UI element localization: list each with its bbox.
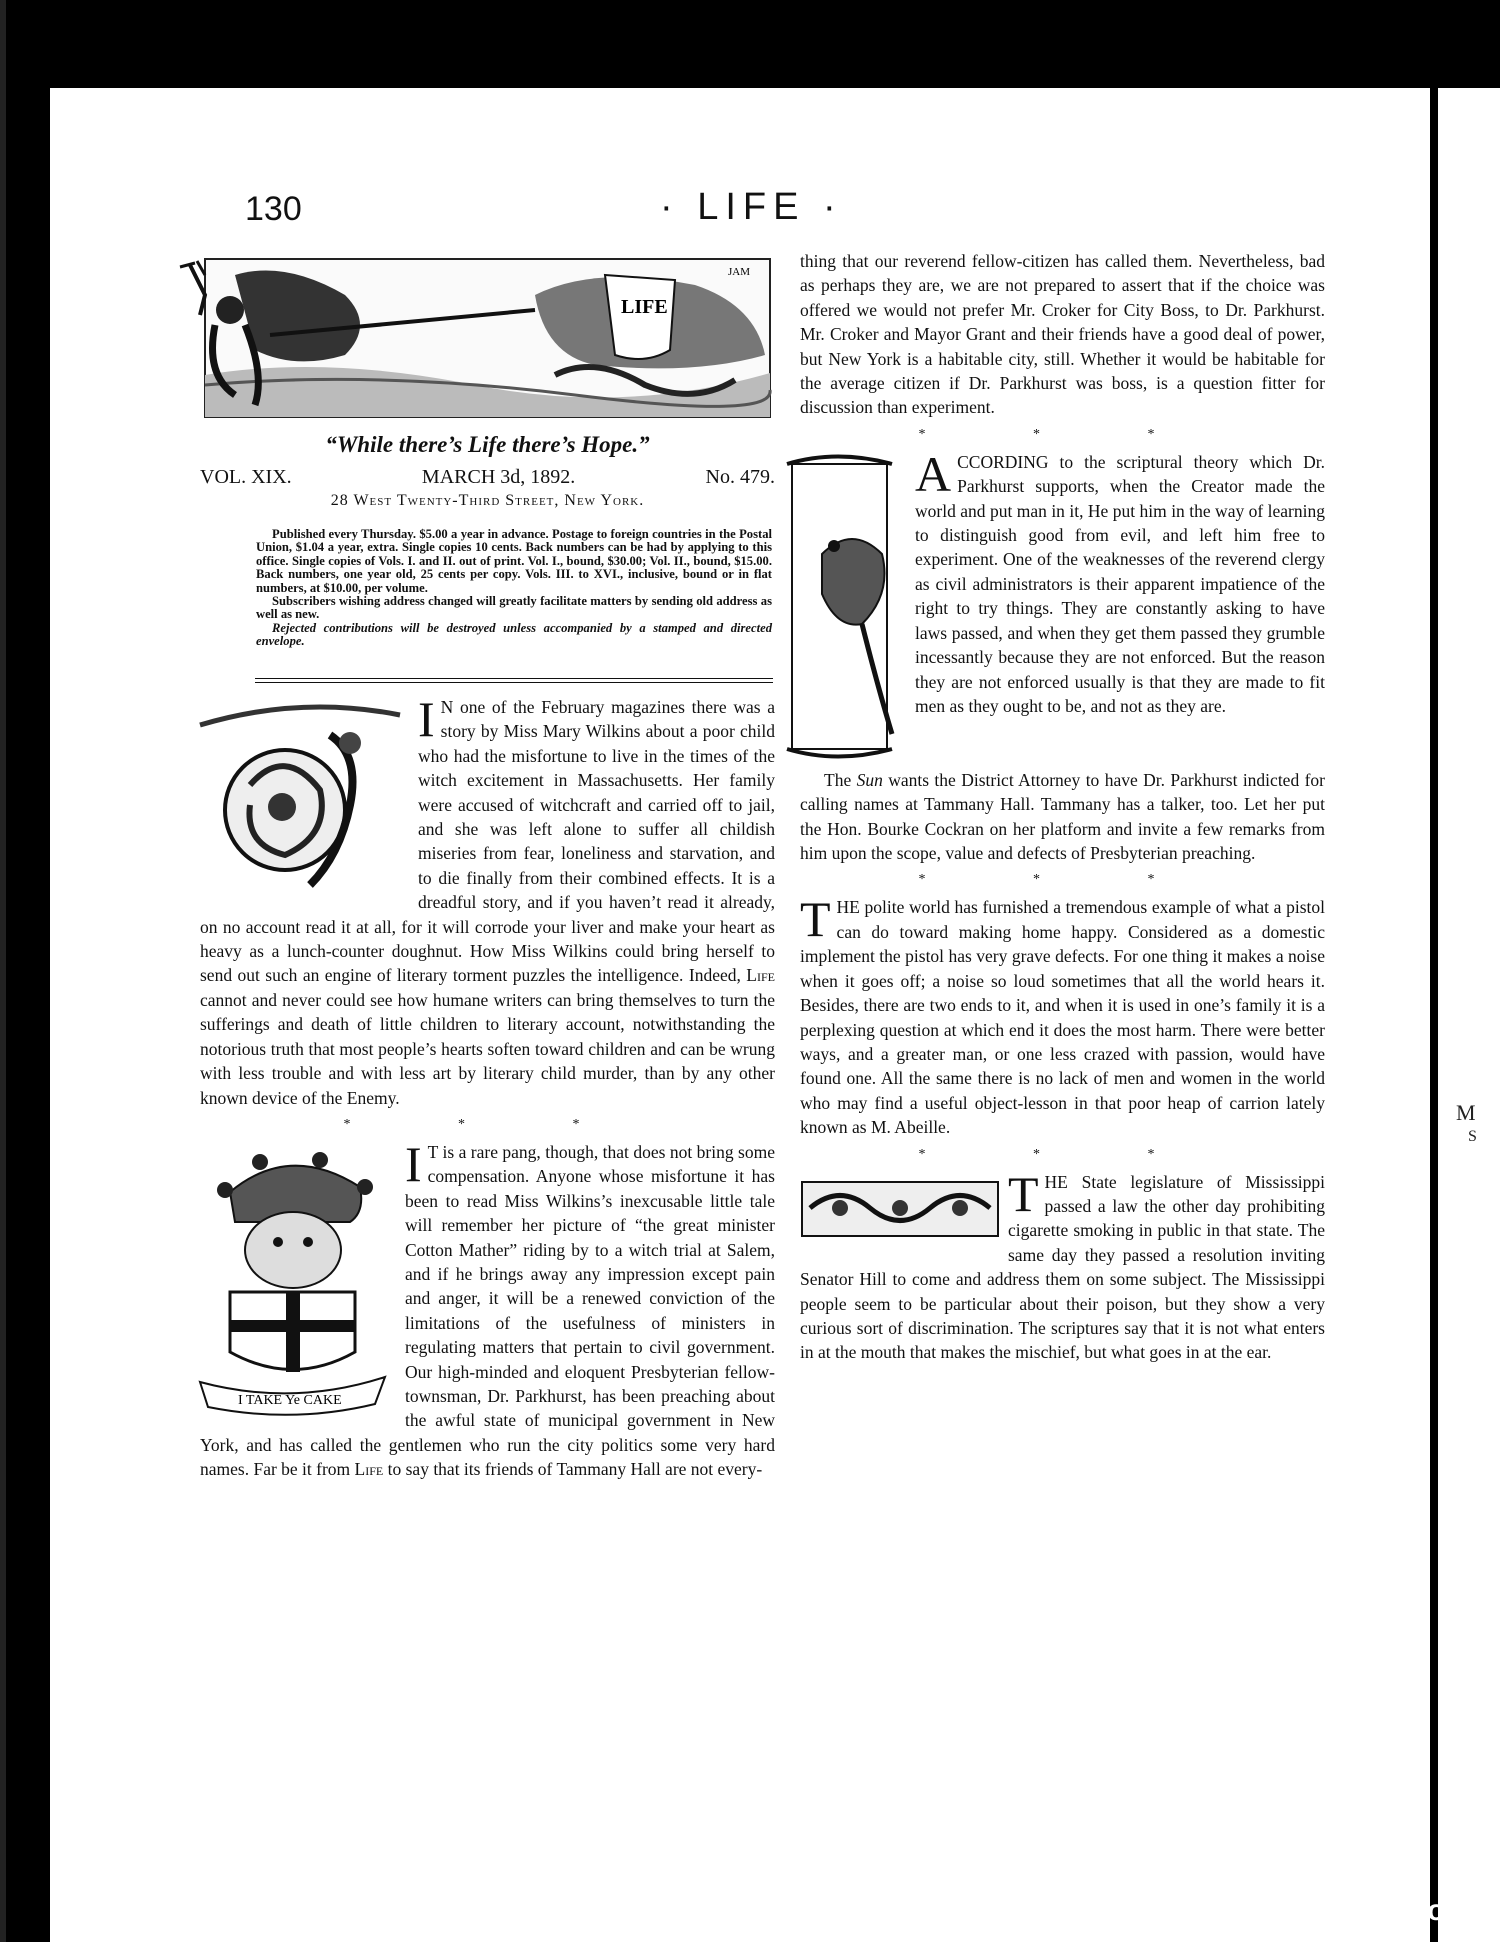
motto: “While there’s Life there’s Hope.” bbox=[325, 432, 650, 457]
drop-cap: T bbox=[800, 891, 831, 948]
section-separator: * * * bbox=[343, 1116, 632, 1132]
issue-date: MARCH 3d, 1892. bbox=[421, 466, 576, 488]
knight-devil-illustration bbox=[175, 255, 775, 423]
page-gutter bbox=[1430, 88, 1438, 1942]
article-parkhurst-continued: thing that our reverend fellow-citizen has called them. Nevertheless, bad as perhaps they are, we are not prepared to assert that if the choice was offered we would not prefer Mr. Croker for City Boss, to Dr. Parkhurst. Mr. Croker and Mayor Grant and their friends have a good deal of power, but New York is a habitable city, still. Whether it would be habitable for the average citizen if Dr. Parkhurst was boss, is a question fitter for discussion than experiment. bbox=[800, 251, 1325, 418]
divider-rule bbox=[255, 682, 773, 683]
column-left bbox=[200, 691, 775, 1482]
drop-cap: I bbox=[418, 691, 435, 747]
banner-shield-text: LIFE bbox=[621, 296, 668, 318]
article-witch-story: I N one of the February magazines there was a story by Miss Mary Wilkins about a poor child who had the misfortune to live in the times of the witch excitement in Massachusetts. Her family were accused of witchcraft and carried off to jail, and she was left alone to suffer all childish miseries from fear, loneliness and starvation, and to die finally from their combined effects. It is a dreadful story, and if you haven’t read it already, on no account read it at all, for it will corrode your liver and make your heart as heavy as a lunch-counter doughnut. How Miss Wilkins could bring herself to send out such an engine of literary torment puzzles the intelligence. Indeed, Life cannot and never could see how humane writers can bring themselves to turn the sufferings and death of little children to literary account, notwithstanding the notorious truth that most people’s hearts soften toward children and can be wrung with less trouble and with less art by literary child murder, than by any other known device of the Enemy. bbox=[200, 691, 775, 1108]
next-page-fragment: M bbox=[1456, 1100, 1476, 1125]
next-page-fragment: S bbox=[1468, 1128, 1477, 1145]
initial-illustration-parrot-scroll bbox=[782, 454, 907, 764]
watermark: comicbooks.com bbox=[1226, 1894, 1472, 1927]
crest-motto-text: I TAKE Ye CAKE bbox=[238, 1392, 342, 1408]
column-right bbox=[800, 249, 1325, 1365]
section-separator: * * * bbox=[918, 1146, 1207, 1162]
publication-terms: Published every Thursday. $5.00 a year in advance. Postage to foreign countries in the Postal Union, $1.04 a year, extra. Single copies 10 cents. Back numbers can be had by applying to this office. Single copies of Vols. I. and II. out of print. Vol. I., bound, $30.00; Vol. II., bound, $15.00. Back numbers, one year old, 25 cents per copy. Vols. III. to XVI., inclusive, bound or in flat numbers, at $10.00, per volume. bbox=[256, 527, 772, 595]
article-pistol: THE polite world has furnished a tremendous example of what a pistol can do toward making home happy. Considered as a domestic implement the pistol has very grave defects. For one thing it makes a noise when it goes off; a noise so loud sometimes that all the world hears it. Besides, there are two ends to it, and when it is used in one’s family it is a perplexing question at which end it does the most harm. There were better ways, and a greater man, or one less crazed with passion, would have found one. All the same there is no lack of men and women in the world who may find a useful object-lesson in that poor heap of carrion lately known as M. Abeille. bbox=[800, 891, 1325, 1138]
drop-cap: T bbox=[1008, 1165, 1039, 1222]
office-address: 28 West Twenty-Third Street, New York. bbox=[330, 492, 645, 509]
section-separator: * * * bbox=[918, 872, 1207, 888]
scan-edge bbox=[0, 0, 6, 1942]
volume-number: VOL. XIX. bbox=[200, 466, 292, 488]
article-mississippi: THE State legislature of Mississippi passed a law the other day prohibiting cigarette smoking in public in that state. The same day they passed a resolution inviting Senator Hill to come and address them on some subject. The Mississippi people seem to be particular about their poison, but they show a very curious sort of discrimination. The scriptures say that it is not what enters in at the mouth that makes the mischief, but what goes in at the ear. bbox=[800, 1165, 1325, 1363]
section-separator: * * * bbox=[918, 426, 1207, 442]
publication-info bbox=[256, 528, 772, 649]
masthead-title: · LIFE · bbox=[660, 186, 843, 228]
article-sun-tammany: The Sun wants the District Attorney to have Dr. Parkhurst indicted for calling names at Tammany Hall. Tammany has a talker, too. Let her put the Hon. Bourke Cockran on her platform and invite a few remarks from him upon the scope, value and defects of Presbyterian preaching. bbox=[800, 769, 1325, 864]
issue-number: No. 479. bbox=[705, 466, 775, 488]
divider-rule bbox=[255, 678, 773, 679]
subscribers-note: Subscribers wishing address changed will greatly facilitate matters by sending old address as well as new. bbox=[256, 594, 772, 622]
volume-line bbox=[200, 466, 775, 489]
article-scriptural-theory: ACCORDING to the scriptural theory which Dr. Parkhurst supports, when the Creator made the world and put man in it, He put him in the way of learning to distinguish good from evil, and left him free to experiment. One of the weaknesses of the reverend clergy as civil administrators is their apparent impatience of the right to try things. They are constantly asking to have laws passed, and when they get them passed they grumble incessantly because they are not enforced. But the reason they are not enforced usually is that they are made to fit men as they ought to be, and not as they are. bbox=[915, 445, 1325, 716]
artist-signature: JAM bbox=[728, 266, 751, 278]
initial-illustration-ornament bbox=[800, 1178, 1000, 1240]
drop-cap: A bbox=[915, 445, 952, 502]
rejected-contributions-note: Rejected contributions will be destroyed unless accompanied by a stamped and directed envelope. bbox=[256, 620, 772, 649]
initial-illustration-jester-cat bbox=[190, 1142, 395, 1427]
next-page-edge bbox=[1438, 88, 1500, 1942]
article-parkhurst: I T is a rare pang, though, that does not bring some compensation. Anyone whose misfortune it has been to read Miss Wilkins’s inexcusable little tale will remember her picture of “the great minister Cotton Mather” riding by to a witch trial at Salem, and if he brings away any impression except pain and anger, it will be a renewed conviction of the limitations of the usefulness of ministers in regulating matters that pertain to civil government. Our high-minded and eloquent Presbyterian fellow-townsman, Dr. Parkhurst, has been preaching about the awful state of municipal government in New York, and has called the gentlemen who run the city politics some very hard names. Far be it from Life to say that its friends of Tammany Hall are not every- bbox=[200, 1135, 775, 1480]
drop-cap: I bbox=[405, 1135, 422, 1192]
banner-illustration bbox=[175, 255, 775, 423]
initial-illustration-mermaid bbox=[190, 695, 410, 893]
page-number: 130 bbox=[245, 190, 302, 228]
